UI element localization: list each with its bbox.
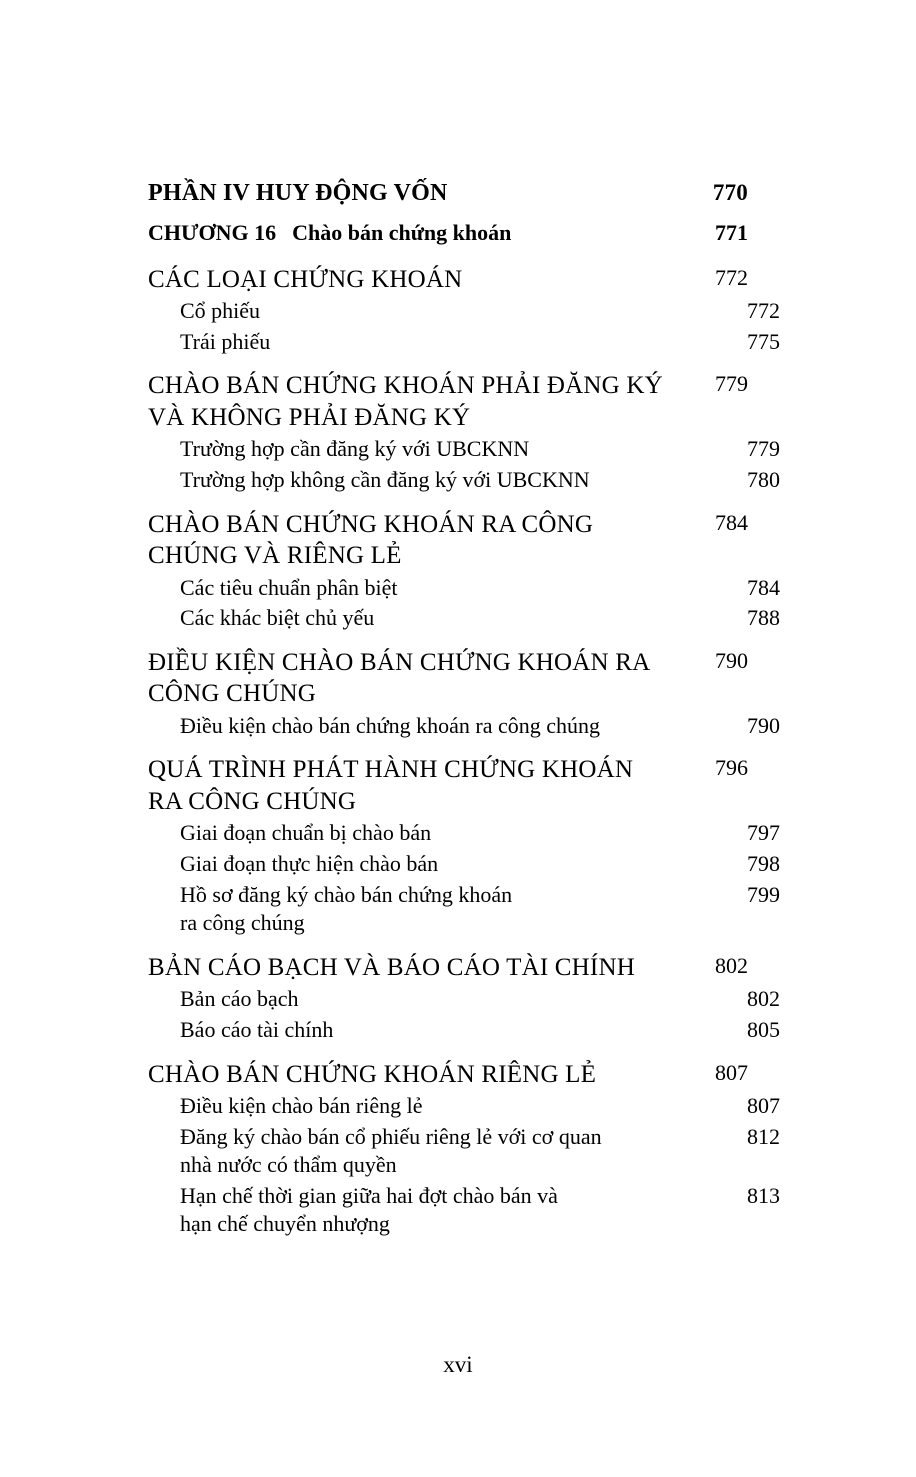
section-title: BẢN CÁO BẠCH VÀ BÁO CÁO TÀI CHÍNH bbox=[148, 953, 635, 981]
toc-subentry bbox=[148, 328, 780, 357]
section-title: ĐIỀU KIỆN CHÀO BÁN CHỨNG KHOÁN RA CÔNG CHÚNG bbox=[148, 648, 649, 708]
subentry-page-number: 799 bbox=[747, 881, 780, 907]
chapter-title-group bbox=[148, 219, 511, 248]
section-heading bbox=[148, 952, 748, 984]
subentry-title: Đăng ký chào bán cổ phiếu riêng lẻ với cơ quan bbox=[180, 1123, 602, 1149]
section-heading bbox=[148, 754, 748, 817]
subentry-title: Cổ phiếu bbox=[180, 298, 261, 324]
subentry-title: Trái phiếu bbox=[180, 328, 271, 354]
section-page-number: 796 bbox=[715, 755, 748, 781]
toc-subentry bbox=[148, 435, 780, 464]
toc-section bbox=[148, 647, 780, 741]
subentry-page-number: 772 bbox=[747, 298, 780, 324]
chapter-heading bbox=[148, 219, 748, 248]
toc-section bbox=[148, 370, 780, 494]
toc-subentry bbox=[148, 850, 780, 879]
section-page-number: 802 bbox=[715, 952, 748, 978]
section-title: CHÀO BÁN CHỨNG KHOÁN RIÊNG LẺ bbox=[148, 1060, 597, 1088]
subentry-page-number: 780 bbox=[747, 467, 780, 493]
part-title: PHẦN IV HUY ĐỘNG VỐN bbox=[148, 180, 448, 206]
subentry-page-number: 775 bbox=[747, 328, 780, 354]
toc-subentry bbox=[148, 604, 780, 633]
toc-subentry bbox=[148, 1123, 780, 1180]
subentry-title-continuation: hạn chế chuyển nhượng bbox=[180, 1211, 390, 1237]
subentry-title: Giai đoạn thực hiện chào bán bbox=[180, 851, 439, 877]
section-title: CÁC LOẠI CHỨNG KHOÁN bbox=[148, 265, 463, 293]
subentry-page-number: 798 bbox=[747, 851, 780, 877]
toc-subentry bbox=[148, 297, 780, 326]
section-page-number: 790 bbox=[715, 647, 748, 673]
chapter-page-number: 771 bbox=[715, 220, 748, 246]
subentry-title-group bbox=[180, 1123, 602, 1180]
toc-subentry bbox=[148, 819, 780, 848]
part-page-number: 770 bbox=[712, 180, 748, 205]
toc-section bbox=[148, 1059, 780, 1239]
toc-subentry bbox=[148, 574, 780, 603]
subentry-page-number: 812 bbox=[747, 1123, 780, 1149]
subentry-page-number: 813 bbox=[747, 1182, 780, 1208]
toc-section bbox=[148, 509, 780, 633]
toc-section bbox=[148, 264, 780, 357]
subentry-title: Trường hợp không cần đăng ký với UBCKNN bbox=[180, 467, 590, 493]
section-title: CHÀO BÁN CHỨNG KHOÁN PHẢI ĐĂNG KÝ VÀ KHÔNG PHẢI ĐĂNG KÝ bbox=[148, 372, 663, 431]
section-heading bbox=[148, 264, 748, 296]
subentry-page-number: 802 bbox=[747, 986, 780, 1012]
subentry-page-number: 797 bbox=[747, 820, 780, 846]
toc-subentry bbox=[148, 1182, 780, 1239]
subentry-page-number: 784 bbox=[747, 574, 780, 600]
section-page-number: 779 bbox=[715, 371, 748, 397]
section-page-number: 784 bbox=[715, 509, 748, 535]
subentry-title-continuation: nhà nước có thẩm quyền bbox=[180, 1152, 397, 1178]
section-heading bbox=[148, 1059, 748, 1091]
toc-subentry bbox=[148, 881, 780, 938]
toc-subentry bbox=[148, 1092, 780, 1121]
section-heading bbox=[148, 370, 748, 433]
toc-section bbox=[148, 754, 780, 937]
subentry-page-number: 779 bbox=[747, 436, 780, 462]
chapter-title: Chào bán chứng khoán bbox=[292, 220, 512, 246]
subentry-page-number: 788 bbox=[747, 605, 780, 631]
page-folio: xvi bbox=[443, 1352, 473, 1377]
subentry-title: Các tiêu chuẩn phân biệt bbox=[180, 574, 398, 600]
subentry-title: Hạn chế thời gian giữa hai đợt chào bán và bbox=[180, 1182, 558, 1208]
chapter-number: CHƯƠNG 16 bbox=[148, 220, 277, 246]
subentry-title: Bản cáo bạch bbox=[180, 986, 299, 1012]
subentry-title: Báo cáo tài chính bbox=[180, 1016, 334, 1042]
subentry-page-number: 790 bbox=[747, 712, 780, 738]
toc-subentry bbox=[148, 985, 780, 1014]
toc-subentry bbox=[148, 1016, 780, 1045]
section-title: CHÀO BÁN CHỨNG KHOÁN RA CÔNG CHÚNG VÀ RIÊNG LẺ bbox=[148, 510, 594, 570]
toc-subentry bbox=[148, 466, 780, 495]
subentry-title-group bbox=[180, 881, 512, 938]
section-page-number: 772 bbox=[715, 264, 748, 290]
subentry-page-number: 805 bbox=[747, 1016, 780, 1042]
subentry-title: Điều kiện chào bán chứng khoán ra công chúng bbox=[180, 712, 601, 738]
subentry-title: Điều kiện chào bán riêng lẻ bbox=[180, 1093, 423, 1118]
subentry-title-continuation: ra công chúng bbox=[180, 910, 305, 936]
section-heading bbox=[148, 509, 748, 572]
subentry-page-number: 807 bbox=[747, 1093, 780, 1118]
subentry-title: Hồ sơ đăng ký chào bán chứng khoán bbox=[180, 881, 513, 907]
subentry-title: Trường hợp cần đăng ký với UBCKNN bbox=[180, 436, 530, 462]
subentry-title: Giai đoạn chuẩn bị chào bán bbox=[180, 820, 432, 846]
part-heading bbox=[148, 178, 748, 209]
section-page-number: 807 bbox=[715, 1059, 748, 1085]
table-of-contents bbox=[148, 178, 780, 1243]
subentry-title: Các khác biệt chủ yếu bbox=[180, 605, 375, 631]
toc-section bbox=[148, 952, 780, 1045]
toc-subentry bbox=[148, 712, 780, 741]
section-title: QUÁ TRÌNH PHÁT HÀNH CHỨNG KHOÁN RA CÔNG CHÚNG bbox=[148, 756, 634, 815]
section-heading bbox=[148, 647, 748, 710]
subentry-title-group bbox=[180, 1182, 558, 1239]
